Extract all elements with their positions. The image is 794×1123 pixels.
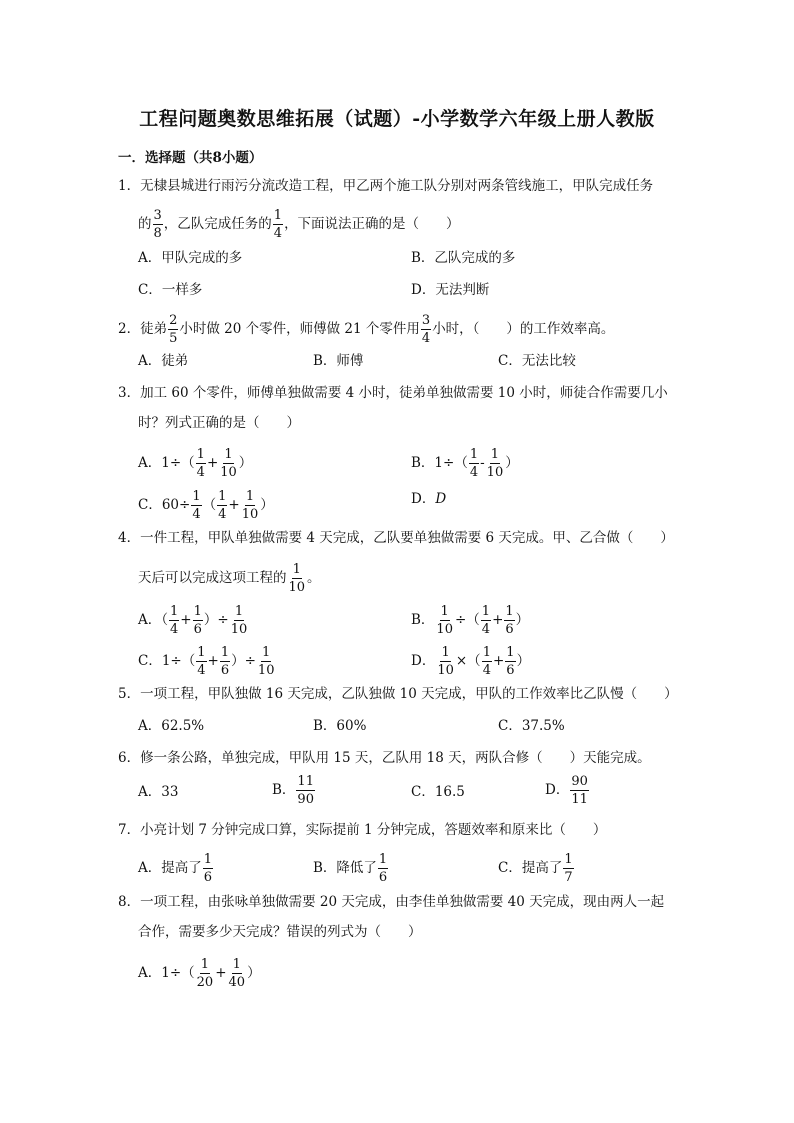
question-1-text-line2: [138, 208, 460, 241]
text-segment: ）: [515, 612, 530, 628]
text-segment: D．: [411, 491, 436, 507]
text-segment: （: [202, 497, 217, 513]
text-segment: +: [228, 497, 240, 513]
fraction-numerator: 1: [506, 645, 515, 660]
fraction: [196, 447, 206, 480]
fraction-numerator: 1: [245, 489, 255, 504]
text-segment: ）: [238, 455, 253, 471]
fraction-denominator: 4: [481, 622, 491, 637]
fraction-denominator: 10: [220, 465, 237, 480]
q6-option-b[interactable]: [272, 774, 316, 807]
page-title: 工程问题奥数思维拓展（试题）-小学数学六年级上册人教版: [139, 108, 655, 130]
fraction: [486, 447, 505, 480]
fraction-numerator: 1: [224, 447, 233, 462]
text-segment: C．60÷: [138, 497, 191, 513]
text-segment: ）: [260, 497, 274, 513]
q4-option-c[interactable]: [138, 645, 276, 678]
fraction: [435, 604, 454, 637]
q3-option-b[interactable]: [411, 447, 519, 480]
q5-option-a[interactable]: A．62.5%: [138, 718, 205, 734]
fraction-numerator: 1: [170, 604, 179, 619]
fraction-numerator: 1: [234, 604, 244, 619]
text-segment: ）: [516, 653, 531, 669]
fraction-denominator: 10: [436, 622, 453, 637]
fraction-numerator: 1: [220, 645, 230, 660]
text-segment: 2．徒弟: [118, 321, 168, 337]
question-6-text: 6．修一条公路，单独完成，甲队用 15 天，乙队用 18 天，两队合修（ ）天能完成。: [118, 750, 651, 766]
q1-option-d[interactable]: D．无法判断: [411, 282, 490, 298]
fraction-numerator: 2: [169, 313, 178, 328]
question-3-text: 3．加工 60 个零件，师傅单独做需要 4 小时，徒弟单独做需要 10 小时，师徒合作需要几小: [118, 385, 668, 401]
fraction-numerator: 1: [218, 489, 227, 504]
text-segment: ）÷: [203, 612, 229, 628]
fraction-denominator: 6: [220, 663, 230, 678]
fraction: [219, 447, 238, 480]
q6-option-c[interactable]: C．16.5: [411, 784, 465, 800]
text-segment: C．提高了: [498, 860, 563, 876]
fraction: [296, 774, 315, 807]
fraction-denominator: 20: [196, 975, 214, 990]
q2-option-a[interactable]: A．徒弟: [138, 353, 189, 369]
q4-option-b[interactable]: [411, 604, 529, 637]
fraction-denominator: 4: [482, 663, 491, 678]
text-segment: 小时，（ ）的工作效率高。: [432, 321, 615, 337]
fraction-numerator: 11: [297, 774, 314, 789]
q7-option-a[interactable]: [138, 852, 214, 885]
fraction-denominator: 4: [218, 507, 227, 522]
fraction: [257, 645, 276, 678]
fraction-denominator: 6: [505, 622, 514, 637]
fraction: [196, 645, 206, 678]
fraction: [169, 604, 179, 637]
fraction-numerator: 1: [481, 604, 491, 619]
fraction-numerator: 1: [192, 489, 201, 504]
q4-option-d[interactable]: [411, 645, 530, 678]
text-segment: A．（: [138, 612, 168, 628]
fraction-denominator: 90: [297, 792, 314, 807]
fraction-denominator: 7: [564, 870, 573, 885]
q5-option-b[interactable]: B．60%: [313, 718, 367, 734]
fraction-denominator: 4: [192, 507, 201, 522]
q8-option-a[interactable]: [138, 957, 261, 990]
fraction-denominator: 6: [193, 622, 202, 637]
fraction: [273, 208, 283, 241]
question-5-text: 5．一项工程，甲队独做 16 天完成，乙队独做 10 天完成，甲队的工作效率比乙队慢（ ）: [118, 686, 678, 702]
fraction: [203, 852, 213, 885]
fraction-numerator: 1: [200, 957, 210, 972]
fraction: [504, 604, 514, 637]
text-segment: C．1÷（: [138, 653, 196, 669]
text-segment: A．1÷（: [138, 455, 195, 471]
fraction-numerator: 1: [262, 645, 271, 660]
fraction-denominator: 10: [486, 465, 504, 480]
fraction-denominator: 10: [230, 622, 248, 637]
fraction-numerator: 1: [232, 957, 241, 972]
q4-option-a[interactable]: [138, 604, 249, 637]
fraction-denominator: 4: [170, 622, 179, 637]
fraction-denominator: 6: [506, 663, 515, 678]
fraction: [228, 957, 247, 990]
fraction: [230, 604, 249, 637]
fraction-numerator: 1: [441, 645, 450, 660]
fraction: [482, 645, 492, 678]
q1-option-c[interactable]: C．一样多: [138, 282, 203, 298]
fraction: [153, 208, 163, 241]
q1-option-a[interactable]: A．甲队完成的多: [138, 250, 243, 266]
fraction: [481, 604, 491, 637]
text-segment: B．1÷（: [411, 455, 468, 471]
q6-option-d[interactable]: [545, 774, 590, 807]
text-segment: +: [492, 612, 504, 628]
text-segment: +: [180, 612, 192, 628]
text-segment: B．: [272, 782, 296, 798]
fraction: [469, 447, 479, 480]
fraction-numerator: 1: [378, 852, 388, 867]
question-1-text: 1．无棣县城进行雨污分流改造工程，甲乙两个施工队分别对两条管线施工，甲队完成任务: [118, 178, 654, 194]
fraction-denominator: 10: [437, 663, 454, 678]
q1-option-b[interactable]: B．乙队完成的多: [411, 250, 516, 266]
fraction-numerator: 1: [440, 604, 449, 619]
question-4-text: 4．一件工程，甲队单独做需要 4 天完成，乙队要单独做需要 6 天完成。甲、乙合做（ ）: [118, 530, 674, 546]
fraction: [196, 957, 215, 990]
fraction-numerator: 1: [273, 208, 283, 223]
text-segment: +: [492, 653, 505, 669]
fraction-numerator: 1: [482, 645, 491, 660]
fraction: [191, 489, 201, 522]
text-segment: D．: [545, 782, 570, 798]
text-segment: ÷（: [454, 612, 480, 628]
text-segment: 。: [307, 570, 321, 586]
text-segment: +: [206, 455, 219, 471]
text-segment: B．降低了: [313, 860, 377, 876]
text-segment: D．: [411, 653, 436, 669]
fraction: [217, 489, 227, 522]
text-segment: ）: [505, 455, 519, 471]
fraction: [570, 774, 589, 807]
fraction: [168, 313, 178, 346]
fraction: [193, 604, 203, 637]
fraction: [220, 645, 230, 678]
text-segment: D: [435, 491, 447, 507]
question-4-text-line2: [138, 562, 321, 595]
fraction-denominator: 4: [197, 663, 206, 678]
text-segment: A．1÷（: [138, 965, 195, 981]
text-segment: B．: [411, 612, 435, 628]
fraction-denominator: 10: [288, 580, 306, 595]
fraction: [563, 852, 573, 885]
fraction: [288, 562, 307, 595]
question-8-text-line2: 合作，需要多少天完成？错误的列式为（ ）: [138, 924, 422, 940]
fraction-denominator: 4: [469, 465, 479, 480]
fraction-numerator: 1: [490, 447, 500, 462]
q3-option-d[interactable]: [411, 489, 446, 509]
fraction-numerator: 1: [505, 604, 514, 619]
text-segment: ，乙队完成任务的: [163, 216, 272, 232]
fraction-denominator: 10: [241, 507, 259, 522]
text-segment: 小时做 20 个零件，师傅做 21 个零件用: [179, 321, 420, 337]
q2-option-c[interactable]: C．无法比较: [498, 353, 576, 369]
fraction-denominator: 6: [203, 870, 213, 885]
fraction-denominator: 8: [153, 226, 162, 241]
q5-option-c[interactable]: C．37.5%: [498, 718, 565, 734]
fraction-denominator: 4: [421, 331, 431, 346]
fraction: [378, 852, 388, 885]
fraction-denominator: 4: [273, 226, 283, 241]
q3-option-c[interactable]: [138, 489, 274, 522]
fraction: [436, 645, 455, 678]
fraction-numerator: 1: [193, 604, 202, 619]
fraction: [241, 489, 260, 522]
text-segment: +: [207, 653, 219, 669]
question-2-text: [118, 313, 614, 346]
fraction-numerator: 1: [196, 447, 205, 462]
fraction: [505, 645, 515, 678]
q2-option-b[interactable]: B．师傅: [313, 353, 364, 369]
fraction-numerator: 1: [564, 852, 573, 867]
text-segment: ×（: [455, 653, 481, 669]
q7-option-c[interactable]: [498, 852, 575, 885]
fraction-numerator: 90: [571, 774, 588, 789]
fraction-denominator: 4: [196, 465, 205, 480]
section-heading: 一．选择题（共8小题）: [118, 150, 263, 166]
fraction-denominator: 10: [257, 663, 275, 678]
text-segment: ）: [247, 965, 261, 981]
fraction-numerator: 1: [197, 645, 206, 660]
text-segment: 天后可以完成这项工程的: [138, 570, 287, 586]
fraction-numerator: 1: [292, 562, 301, 577]
q7-option-b[interactable]: [313, 852, 389, 885]
fraction-denominator: 5: [169, 331, 178, 346]
fraction-denominator: 6: [378, 870, 388, 885]
text-segment: ）÷: [231, 653, 256, 669]
text-segment: +: [215, 965, 227, 981]
q6-option-a[interactable]: A．33: [138, 784, 179, 800]
fraction: [421, 313, 431, 346]
fraction-denominator: 40: [228, 975, 246, 990]
q3-option-a[interactable]: [138, 447, 252, 480]
text-segment: 的: [138, 216, 152, 232]
text-segment: -: [480, 455, 485, 471]
fraction-numerator: 1: [469, 447, 479, 462]
question-8-text: 8．一项工程，由张咏单独做需要 20 天完成，由李佳单独做需要 40 天完成，现由两人一起: [118, 894, 665, 910]
text-segment: A．提高了: [138, 860, 202, 876]
fraction-numerator: 3: [153, 208, 162, 223]
text-segment: ，下面说法正确的是（ ）: [284, 216, 460, 232]
fraction-numerator: 1: [203, 852, 213, 867]
question-7-text: 7．小亮计划 7 分钟完成口算，实际提前 1 分钟完成，答题效率和原来比（ ）: [118, 822, 607, 838]
fraction-numerator: 3: [421, 313, 431, 328]
fraction-denominator: 11: [571, 792, 588, 807]
question-3-text-line2: 时？列式正确的是（ ）: [138, 415, 300, 431]
